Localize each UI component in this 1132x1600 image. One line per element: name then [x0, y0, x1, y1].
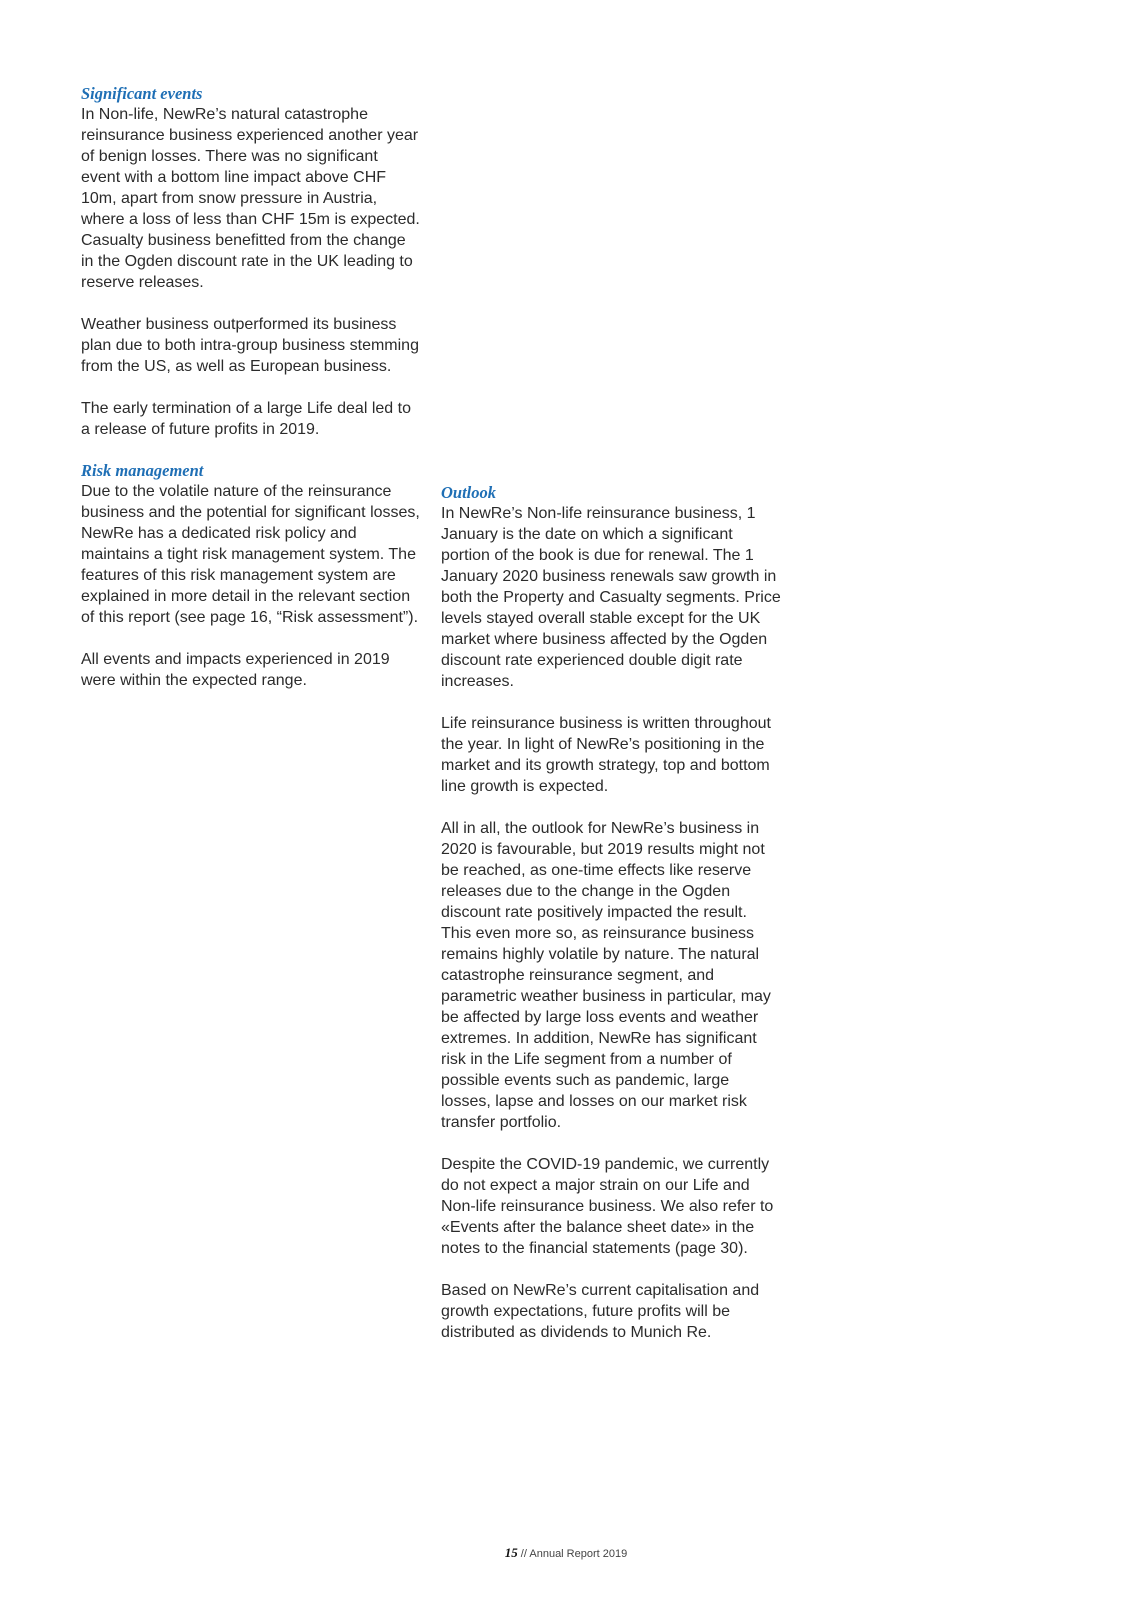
outlook-paragraph-2: Life reinsurance business is written throughout the year. In light of NewRe’s positioning in the market and its growth strategy, top and bottom line growth is expected.: [441, 715, 771, 795]
outlook-paragraph-4: Despite the COVID-19 pandemic, we currently do not expect a major strain on our Life and Non-life reinsurance business. We also refer to «Events after the balance sheet date» in the notes to the financial statements (page 30).: [441, 1156, 774, 1257]
footer-separator: //: [517, 1548, 530, 1560]
page-footer: [0, 1545, 1132, 1561]
outlook-heading: Outlook: [441, 483, 497, 502]
page-number: 15: [504, 1545, 518, 1560]
significant-events-heading: Significant events: [81, 84, 203, 103]
significant-events-paragraph-2: Weather business outperformed its business plan due to both intra-group business stemming from the US, as well as European business.: [81, 316, 419, 375]
risk-management-paragraph-2: All events and impacts experienced in 2019 were within the expected range.: [81, 651, 390, 689]
outlook-paragraph-3: All in all, the outlook for NewRe’s business in 2020 is favourable, but 2019 results might not be reached, as one-time effects like reserve releases due to the change in the Ogden discount rate positively impacted the result. This even more so, as reinsurance business remains highly volatile by nature. The natural catastrophe reinsurance segment, and parametric weather business in particular, may be affected by large loss events and weather extremes. In addition, NewRe has significant risk in the Life segment from a number of possible events such as pandemic, large losses, lapse and losses on our market risk transfer portfolio.: [441, 820, 771, 1131]
significant-events-paragraph-1: In Non-life, NewRe’s natural catastrophe reinsurance business experienced another year of benign losses. There was no significant event with a bottom line impact above CHF 10m, apart from snow pressure in Austria, where a loss of less than CHF 15m is expected. Casualty business benefitted from the change in the Ogden discount rate in the UK leading to reserve releases.: [81, 106, 420, 291]
significant-events-paragraph-3: The early termination of a large Life deal led to a release of future profits in 2019.: [81, 400, 411, 438]
risk-management-paragraph-1: Due to the volatile nature of the reinsurance business and the potential for significant losses, NewRe has a dedicated risk policy and maintains a tight risk management system. The features of this risk management system are explained in more detail in the relevant section of this report (see page 16, “Risk assessment”).: [81, 483, 420, 626]
outlook-paragraph-5: Based on NewRe’s current capitalisation and growth expectations, future profits will be distributed as dividends to Munich Re.: [441, 1282, 760, 1341]
risk-management-heading: Risk management: [81, 461, 204, 480]
outlook-paragraph-1: In NewRe’s Non-life reinsurance business, 1 January is the date on which a significant portion of the book is due for renewal. The 1 January 2020 business renewals saw growth in both the Property and Casualty segments. Price levels stayed overall stable except for the UK market where business affected by the Ogden discount rate experienced double digit rate increases.: [441, 505, 781, 690]
left-column: [81, 84, 421, 712]
right-column: [441, 483, 781, 1364]
footer-label: Annual Report 2019: [529, 1548, 628, 1560]
